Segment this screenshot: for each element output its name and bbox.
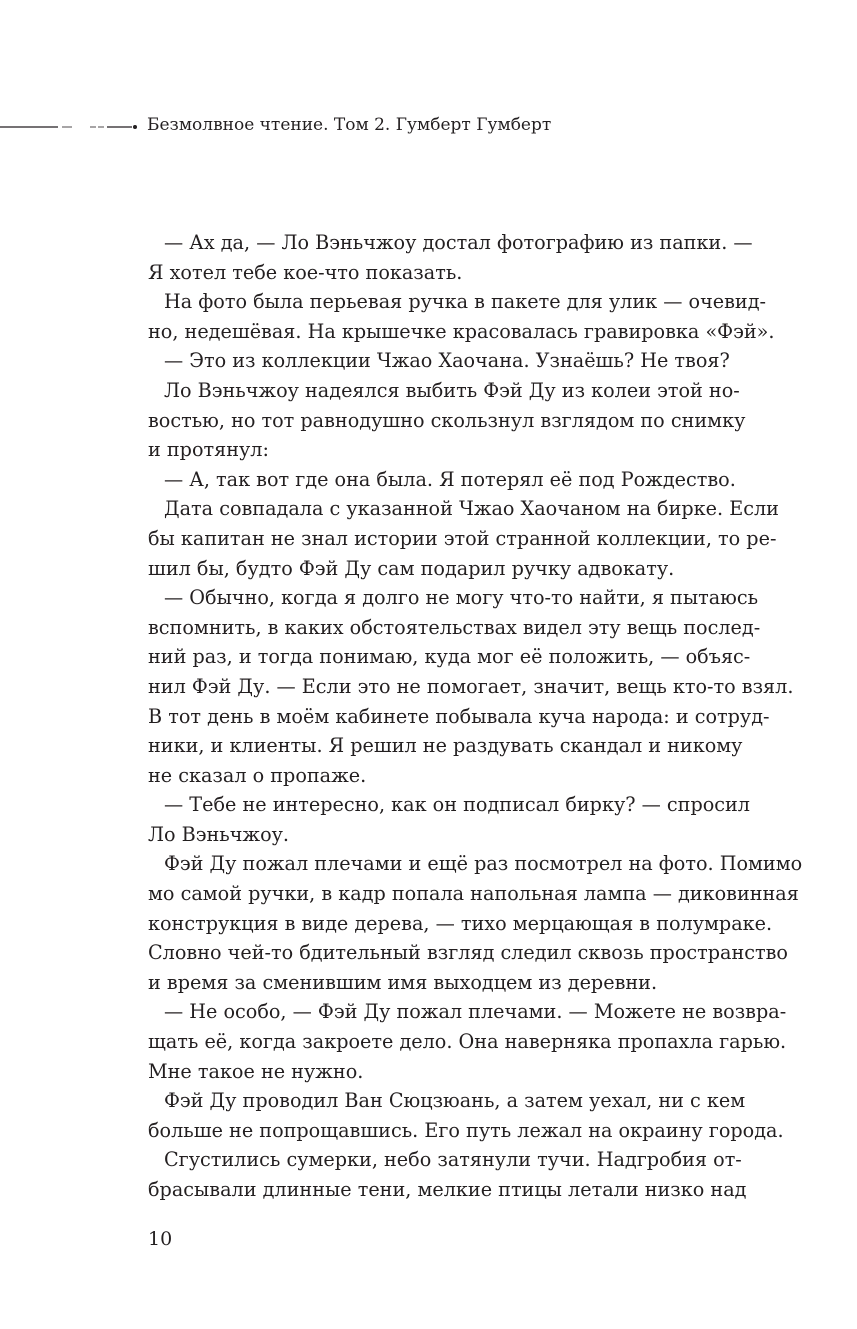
- text-line: но, недешёвая. На крышечке красовалась гравировка «Фэй».: [148, 319, 775, 343]
- text-line: Ло Вэньчжоу.: [148, 822, 290, 846]
- text-line: востью, но тот равнодушно скользнул взглядом по снимку: [148, 408, 746, 432]
- text-line: В тот день в моём кабинете побывала куча народа: и сотруд-: [148, 704, 770, 728]
- text-line: На фото была перьевая ручка в пакете для улик — очевид-: [164, 290, 766, 314]
- text-line: Ло Вэньчжоу надеялся выбить Фэй Ду из колеи этой но-: [164, 378, 740, 402]
- text-line: — Тебе не интересно, как он подписал бирку? — спросил: [164, 793, 750, 817]
- text-line: — А, так вот где она была. Я потерял её под Рождество.: [164, 467, 736, 491]
- text-line: вспомнить, в каких обстоятельствах видел эту вещь послед-: [148, 615, 761, 639]
- text-line: Фэй Ду пожал плечами и ещё раз посмотрел на фото. Помимо: [164, 852, 803, 876]
- text-line: щать её, когда закроете дело. Она наверняка пропахла гарью.: [148, 1030, 787, 1054]
- text-line: — Обычно, когда я долго не могу что-то найти, я пытаюсь: [164, 586, 759, 610]
- text-line: шил бы, будто Фэй Ду сам подарил ручку адвокату.: [148, 556, 675, 580]
- text-line: Я хотел тебе кое-что показать.: [148, 260, 463, 284]
- text-line: — Это из коллекции Чжао Хаочана. Узнаёшь? Не твоя?: [164, 349, 730, 373]
- header-rule-ornament: [0, 125, 138, 129]
- text-line: мо самой ручки, в кадр попала напольная лампа — диковинная: [148, 882, 799, 906]
- text-line: ники, и клиенты. Я решил не раздувать скандал и никому: [148, 734, 743, 758]
- text-line: Дата совпадала с указанной Чжао Хаочаном на бирке. Если: [164, 497, 779, 521]
- running-head: [0, 113, 857, 139]
- text-line: конструкция в виде дерева, — тихо мерцающая в полумраке.: [148, 911, 773, 935]
- text-line: Мне такое не нужно.: [148, 1059, 364, 1083]
- text-line: Сгустились сумерки, небо затянули тучи. Надгробия от-: [164, 1148, 742, 1172]
- text-line: нил Фэй Ду. — Если это не помогает, значит, вещь кто-то взял.: [148, 674, 794, 698]
- text-line: брасывали длинные тени, мелкие птицы летали низко над: [148, 1178, 747, 1201]
- text-line: — Не особо, — Фэй Ду пожал плечами. — Можете не возвра-: [164, 1000, 787, 1024]
- body-text: [148, 228, 803, 1205]
- text-line: Словно чей-то бдительный взгляд следил сквозь пространство: [148, 941, 788, 965]
- text-line: и протянул:: [148, 438, 269, 462]
- text-line: не сказал о пропаже.: [148, 763, 367, 787]
- page-number: 10: [148, 1228, 173, 1250]
- text-line: ний раз, и тогда понимаю, куда мог её положить, — объяс-: [148, 645, 751, 669]
- text-line: больше не попрощавшись. Его путь лежал на окраину города.: [148, 1118, 784, 1142]
- text-line: Фэй Ду проводил Ван Сюцзюань, а затем уехал, ни с кем: [164, 1089, 746, 1113]
- text-line: — Ах да, — Ло Вэньчжоу достал фотографию из папки. —: [164, 231, 753, 254]
- text-line: бы капитан не знал истории этой странной коллекции, то ре-: [148, 526, 777, 550]
- running-title: Безмолвное чтение. Том 2. Гумберт Гумберт: [147, 115, 552, 135]
- text-line: и время за сменившим имя выходцем из деревни.: [148, 970, 658, 994]
